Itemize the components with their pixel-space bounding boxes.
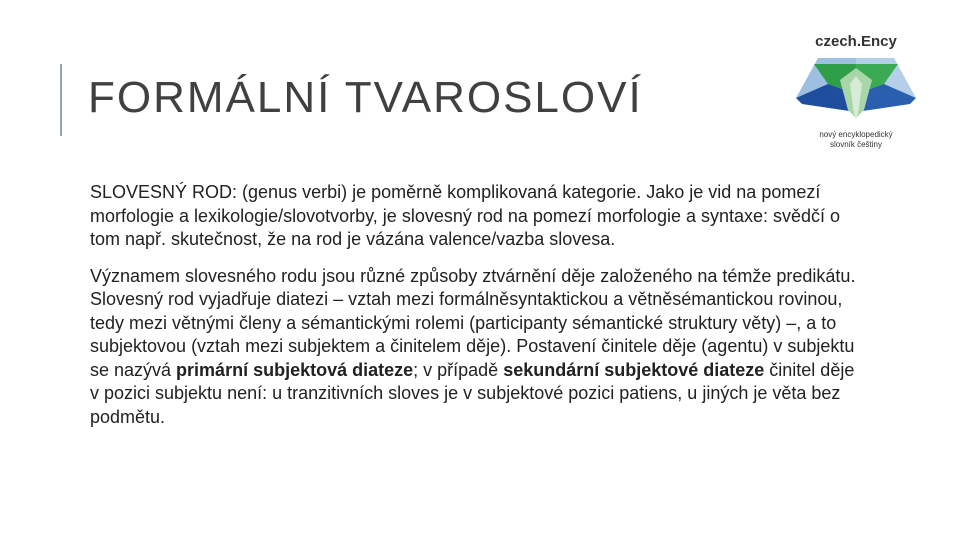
paragraph2-text-2: ; v případě [413, 359, 504, 380]
logo-name: czech.Ency [815, 33, 897, 50]
czechency-logo [790, 34, 922, 156]
logo-subtitle-line1: nový encyklopedický [819, 130, 893, 139]
slide-body [90, 181, 860, 442]
book-logo-icon [794, 54, 918, 130]
title-accent-bar [60, 64, 62, 136]
slide-title: FORMÁLNÍ TVAROSLOVÍ [88, 73, 643, 122]
paragraph2-text-3: činitel děje v pozici subjektu není: u tranzitivních sloves je v subjektové pozici patiens, u jiných je věta bez podmětu. [90, 359, 855, 427]
term-primary-subject-diathesis: primární subjektová diateze [176, 359, 414, 380]
paragraph-voice-definition: SLOVESNÝ ROD: (genus verbi) je poměrně komplikovaná kategorie. Jako je vid na pomezí morfologie a lexikologie/slovotvorby, je slovesný rod na pomezí morfologie a syntaxe: svědčí o tom např. skutečnost, že na rod je vázána valence/vazba slovesa. [90, 182, 841, 249]
paragraph-diathesis [90, 265, 860, 430]
logo-subtitle-line2: slovník češtiny [829, 140, 883, 150]
term-secondary-subject-diathesis: sekundární subjektové diateze [503, 359, 765, 380]
paragraph2-text-1: Významem slovesného rodu jsou různé způsoby ztvárnění děje založeného na témže predikátu. Slovesný rod vyjadřuje diatezi – vztah mezi formálněsyntaktickou a větněsémantickou rovinou, tedy mezi větnými členy a sémantickými rolemi (participanty sémantické struktury věty) –, a to subjektovou (vztah mezi subjektem a činitelem děje). Postavení činitele děje (agentu) v subjektu se nazývá [90, 265, 856, 380]
logo-subtitle [790, 130, 922, 151]
